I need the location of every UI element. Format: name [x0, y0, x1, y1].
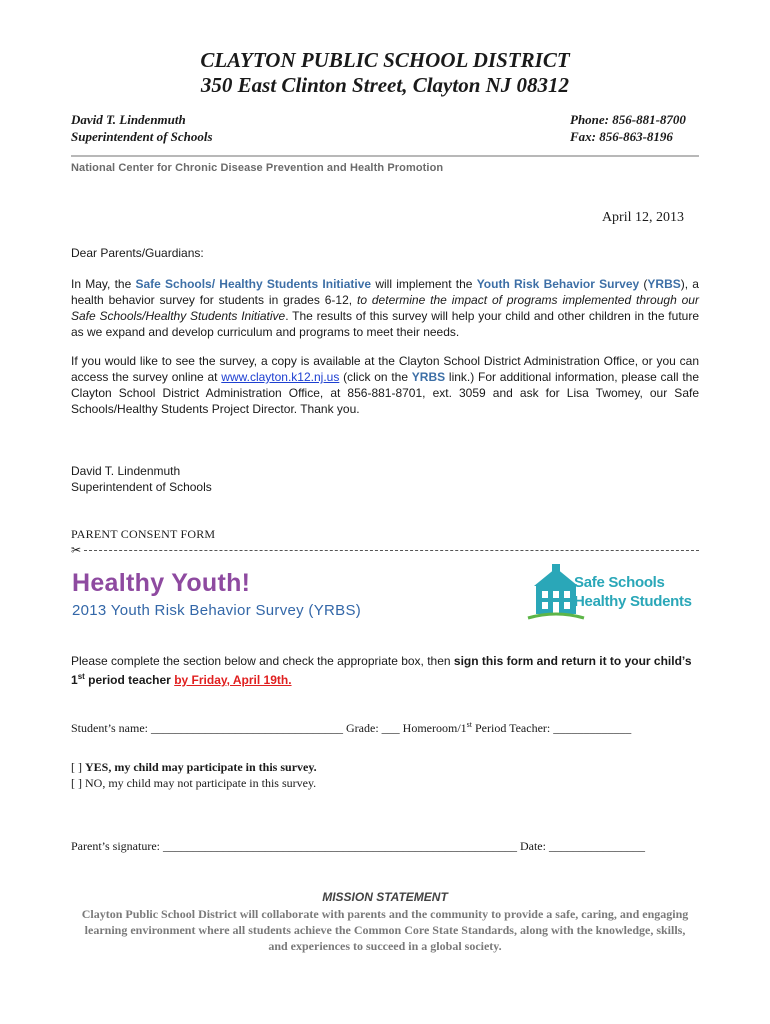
letter-date: April 12, 2013: [601, 210, 684, 225]
signer-title: Superintendent of Schools: [71, 480, 212, 494]
mission-heading: MISSION STATEMENT: [322, 890, 448, 904]
yrbs-link-label: YRBS: [411, 370, 446, 384]
student-info-line: Student’s name: ________________________________ Grade: ___ Homeroom/1st Period Teacher: _____________: [71, 720, 632, 735]
superintendent-name: David T. Lindenmuth: [71, 112, 186, 127]
consent-yes-option[interactable]: [ ] YES, my child may participate in this survey.: [71, 760, 317, 774]
consent-no-option[interactable]: [ ] NO, my child may not participate in this survey.: [71, 776, 317, 790]
student-name-field[interactable]: Student’s name: ________________________________: [71, 721, 343, 735]
yes-checkbox[interactable]: [ ]: [71, 760, 85, 774]
safe-schools-logo-line1: Safe Schools: [574, 574, 665, 591]
homeroom-field[interactable]: Homeroom/1: [402, 721, 467, 735]
mission-statement: Clayton Public School District will collaborate with parents and the community to provide a safe, caring, and engaging learning environment where all students achieve the Common Core State Standards, along with the knowledge, skills, and experiences to succeed in a global society.: [81, 907, 689, 953]
fax: Fax: 856-863-8196: [570, 129, 673, 144]
consent-heading: PARENT CONSENT FORM: [71, 527, 216, 541]
district-title: CLAYTON PUBLIC SCHOOL DISTRICT: [200, 48, 570, 72]
safe-schools-logo-line2: Healthy Students: [574, 593, 692, 610]
superintendent-title: Superintendent of Schools: [71, 129, 213, 144]
organization-name: National Center for Chronic Disease Prevention and Health Promotion: [71, 162, 444, 174]
schoolhouse-icon: [526, 562, 586, 620]
safe-schools-logo: [526, 562, 696, 620]
district-website-link[interactable]: www.clayton.k12.nj.us: [221, 370, 340, 384]
phone: Phone: 856-881-8700: [570, 112, 686, 127]
dashed-divider: [84, 550, 699, 551]
header-rule: [71, 155, 699, 157]
paragraph-1: In May, the Safe Schools/ Healthy Students Initiative will implement the Youth Risk Behavior Survey (YRBS), a health behavior survey for students in grades 6-12, to determine the impact of programs implemented through our Safe Schools/Healthy Students Initiative. The results of this survey will help your child and other children in the future as we expand and develop curriculum and programs to meet their needs.: [71, 277, 699, 339]
healthy-youth-logo-subtitle: 2013 Youth Risk Behavior Survey (YRBS): [72, 602, 362, 619]
scissors-icon: ✂: [71, 543, 82, 557]
district-address: 350 East Clinton Street, Clayton NJ 08312: [200, 73, 570, 97]
yrbs-abbrev: YRBS: [647, 277, 681, 291]
return-deadline: by Friday, April 19th.: [174, 673, 292, 687]
survey-name: Youth Risk Behavior Survey: [476, 277, 640, 291]
healthy-youth-logo-title: Healthy Youth!: [72, 569, 251, 597]
signer-name: David T. Lindenmuth: [71, 464, 181, 478]
consent-instructions: Please complete the section below and check the appropriate box, then sign this form and return it to your child’s 1st period teacher by Friday, April 19th.: [71, 654, 692, 687]
parent-signature-line[interactable]: Parent’s signature: ___________________________________________________________ Date: ________________: [71, 839, 645, 853]
salutation: Dear Parents/Guardians:: [71, 246, 204, 260]
period-teacher-field[interactable]: Period Teacher: _____________: [472, 721, 632, 735]
cut-line: [71, 543, 699, 557]
grade-field[interactable]: Grade: ___: [343, 721, 403, 735]
initiative-name: Safe Schools/ Healthy Students Initiative: [135, 277, 372, 291]
paragraph-2: If you would like to see the survey, a copy is available at the Clayton School District Administration Office, or you can access the survey online at www.clayton.k12.nj.us (click on the YRBS link.) For additional information, please call the Clayton School District Administration Office, at 856-881-8701, ext. 3059 and ask for Lisa Twomey, our Safe Schools/Healthy Students Project Director. Thank you.: [71, 354, 700, 416]
